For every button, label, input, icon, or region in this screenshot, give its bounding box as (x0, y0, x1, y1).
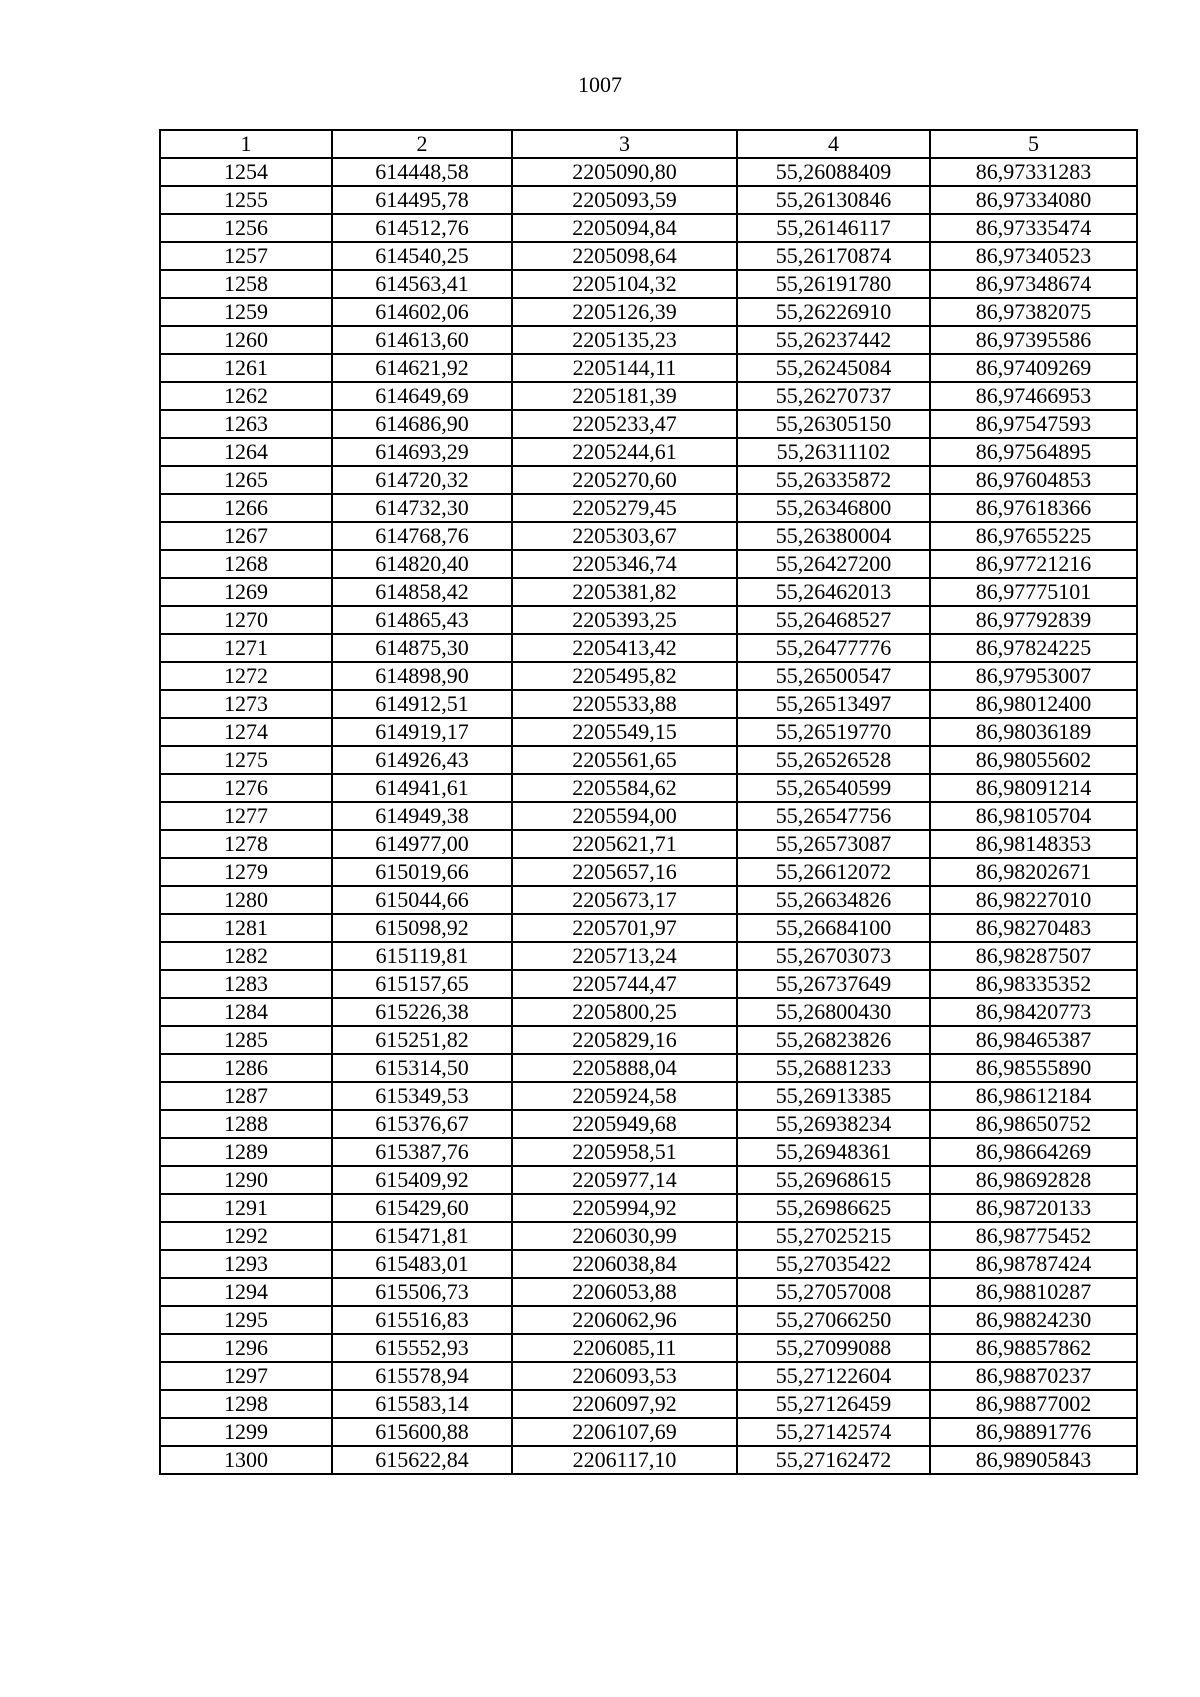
latitude-cell: 55,26468527 (737, 606, 930, 634)
point-number-cell: 1298 (160, 1390, 332, 1418)
x-coordinate-cell: 614495,78 (332, 186, 512, 214)
x-coordinate-cell: 614977,00 (332, 830, 512, 858)
table-row (160, 1362, 1137, 1390)
y-coordinate-cell: 2205888,04 (512, 1054, 737, 1082)
point-number-cell: 1268 (160, 550, 332, 578)
table-row (160, 270, 1137, 298)
x-coordinate-cell: 614926,43 (332, 746, 512, 774)
longitude-cell: 86,97792839 (930, 606, 1137, 634)
point-number-cell: 1261 (160, 354, 332, 382)
x-coordinate-cell: 614898,90 (332, 662, 512, 690)
longitude-cell: 86,97340523 (930, 242, 1137, 270)
y-coordinate-cell: 2205495,82 (512, 662, 737, 690)
y-coordinate-cell: 2205135,23 (512, 326, 737, 354)
longitude-cell: 86,97334080 (930, 186, 1137, 214)
longitude-cell: 86,98091214 (930, 774, 1137, 802)
latitude-cell: 55,26380004 (737, 522, 930, 550)
latitude-cell: 55,26703073 (737, 942, 930, 970)
table-row (160, 606, 1137, 634)
header-col-2: 2 (332, 130, 512, 158)
header-col-4: 4 (737, 130, 930, 158)
x-coordinate-cell: 615314,50 (332, 1054, 512, 1082)
point-number-cell: 1280 (160, 886, 332, 914)
latitude-cell: 55,27126459 (737, 1390, 930, 1418)
y-coordinate-cell: 2205533,88 (512, 690, 737, 718)
table-row (160, 914, 1137, 942)
x-coordinate-cell: 615516,83 (332, 1306, 512, 1334)
header-col-3: 3 (512, 130, 737, 158)
table-row (160, 1250, 1137, 1278)
y-coordinate-cell: 2206030,99 (512, 1222, 737, 1250)
point-number-cell: 1284 (160, 998, 332, 1026)
point-number-cell: 1281 (160, 914, 332, 942)
latitude-cell: 55,27066250 (737, 1306, 930, 1334)
table-row (160, 1110, 1137, 1138)
latitude-cell: 55,26226910 (737, 298, 930, 326)
point-number-cell: 1255 (160, 186, 332, 214)
longitude-cell: 86,97824225 (930, 634, 1137, 662)
latitude-cell: 55,26684100 (737, 914, 930, 942)
latitude-cell: 55,26881233 (737, 1054, 930, 1082)
latitude-cell: 55,26237442 (737, 326, 930, 354)
latitude-cell: 55,26427200 (737, 550, 930, 578)
point-number-cell: 1295 (160, 1306, 332, 1334)
point-number-cell: 1296 (160, 1334, 332, 1362)
longitude-cell: 86,97466953 (930, 382, 1137, 410)
longitude-cell: 86,97382075 (930, 298, 1137, 326)
latitude-cell: 55,26986625 (737, 1194, 930, 1222)
point-number-cell: 1270 (160, 606, 332, 634)
x-coordinate-cell: 614448,58 (332, 158, 512, 186)
x-coordinate-cell: 614919,17 (332, 718, 512, 746)
latitude-cell: 55,26948361 (737, 1138, 930, 1166)
table-row (160, 886, 1137, 914)
x-coordinate-cell: 615622,84 (332, 1446, 512, 1474)
point-number-cell: 1293 (160, 1250, 332, 1278)
longitude-cell: 86,98775452 (930, 1222, 1137, 1250)
longitude-cell: 86,98105704 (930, 802, 1137, 830)
point-number-cell: 1254 (160, 158, 332, 186)
longitude-cell: 86,98036189 (930, 718, 1137, 746)
y-coordinate-cell: 2205713,24 (512, 942, 737, 970)
latitude-cell: 55,27162472 (737, 1446, 930, 1474)
y-coordinate-cell: 2206038,84 (512, 1250, 737, 1278)
x-coordinate-cell: 615600,88 (332, 1418, 512, 1446)
y-coordinate-cell: 2205098,64 (512, 242, 737, 270)
latitude-cell: 55,26540599 (737, 774, 930, 802)
x-coordinate-cell: 615157,65 (332, 970, 512, 998)
longitude-cell: 86,98720133 (930, 1194, 1137, 1222)
y-coordinate-cell: 2205994,92 (512, 1194, 737, 1222)
y-coordinate-cell: 2205701,97 (512, 914, 737, 942)
longitude-cell: 86,98824230 (930, 1306, 1137, 1334)
table-row (160, 1222, 1137, 1250)
latitude-cell: 55,26612072 (737, 858, 930, 886)
point-number-cell: 1287 (160, 1082, 332, 1110)
latitude-cell: 55,26146117 (737, 214, 930, 242)
x-coordinate-cell: 614768,76 (332, 522, 512, 550)
y-coordinate-cell: 2205181,39 (512, 382, 737, 410)
table-row (160, 1054, 1137, 1082)
y-coordinate-cell: 2206107,69 (512, 1418, 737, 1446)
longitude-cell: 86,98857862 (930, 1334, 1137, 1362)
x-coordinate-cell: 614912,51 (332, 690, 512, 718)
x-coordinate-cell: 615483,01 (332, 1250, 512, 1278)
point-number-cell: 1289 (160, 1138, 332, 1166)
x-coordinate-cell: 614512,76 (332, 214, 512, 242)
x-coordinate-cell: 614941,61 (332, 774, 512, 802)
y-coordinate-cell: 2205594,00 (512, 802, 737, 830)
latitude-cell: 55,26519770 (737, 718, 930, 746)
longitude-cell: 86,98148353 (930, 830, 1137, 858)
x-coordinate-cell: 615251,82 (332, 1026, 512, 1054)
x-coordinate-cell: 615506,73 (332, 1278, 512, 1306)
longitude-cell: 86,98891776 (930, 1418, 1137, 1446)
table-row (160, 830, 1137, 858)
table-row (160, 298, 1137, 326)
x-coordinate-cell: 614693,29 (332, 438, 512, 466)
point-number-cell: 1291 (160, 1194, 332, 1222)
longitude-cell: 86,98905843 (930, 1446, 1137, 1474)
latitude-cell: 55,27057008 (737, 1278, 930, 1306)
latitude-cell: 55,26573087 (737, 830, 930, 858)
point-number-cell: 1277 (160, 802, 332, 830)
longitude-cell: 86,97618366 (930, 494, 1137, 522)
table-row (160, 690, 1137, 718)
y-coordinate-cell: 2205303,67 (512, 522, 737, 550)
x-coordinate-cell: 615583,14 (332, 1390, 512, 1418)
point-number-cell: 1294 (160, 1278, 332, 1306)
y-coordinate-cell: 2205126,39 (512, 298, 737, 326)
y-coordinate-cell: 2205744,47 (512, 970, 737, 998)
latitude-cell: 55,26526528 (737, 746, 930, 774)
table-row (160, 1166, 1137, 1194)
table-row (160, 1390, 1137, 1418)
point-number-cell: 1256 (160, 214, 332, 242)
longitude-cell: 86,98664269 (930, 1138, 1137, 1166)
table-row (160, 382, 1137, 410)
x-coordinate-cell: 614865,43 (332, 606, 512, 634)
x-coordinate-cell: 615552,93 (332, 1334, 512, 1362)
x-coordinate-cell: 615471,81 (332, 1222, 512, 1250)
table-row (160, 410, 1137, 438)
longitude-cell: 86,98335352 (930, 970, 1137, 998)
x-coordinate-cell: 614649,69 (332, 382, 512, 410)
table-row (160, 466, 1137, 494)
page-number: 1007 (578, 72, 622, 97)
longitude-cell: 86,98012400 (930, 690, 1137, 718)
latitude-cell: 55,27035422 (737, 1250, 930, 1278)
latitude-cell: 55,26913385 (737, 1082, 930, 1110)
header-col-1: 1 (160, 130, 332, 158)
table-row (160, 242, 1137, 270)
table-row (160, 802, 1137, 830)
x-coordinate-cell: 614602,06 (332, 298, 512, 326)
y-coordinate-cell: 2205104,32 (512, 270, 737, 298)
y-coordinate-cell: 2206085,11 (512, 1334, 737, 1362)
x-coordinate-cell: 614621,92 (332, 354, 512, 382)
latitude-cell: 55,26513497 (737, 690, 930, 718)
x-coordinate-cell: 615098,92 (332, 914, 512, 942)
table-row (160, 438, 1137, 466)
y-coordinate-cell: 2206117,10 (512, 1446, 737, 1474)
table-row (160, 970, 1137, 998)
table-row (160, 746, 1137, 774)
point-number-cell: 1276 (160, 774, 332, 802)
table-row (160, 774, 1137, 802)
longitude-cell: 86,97564895 (930, 438, 1137, 466)
y-coordinate-cell: 2205949,68 (512, 1110, 737, 1138)
latitude-cell: 55,26088409 (737, 158, 930, 186)
latitude-cell: 55,26938234 (737, 1110, 930, 1138)
point-number-cell: 1267 (160, 522, 332, 550)
x-coordinate-cell: 614686,90 (332, 410, 512, 438)
point-number-cell: 1278 (160, 830, 332, 858)
latitude-cell: 55,26311102 (737, 438, 930, 466)
longitude-cell: 86,98877002 (930, 1390, 1137, 1418)
point-number-cell: 1266 (160, 494, 332, 522)
table-row (160, 354, 1137, 382)
table-row (160, 634, 1137, 662)
y-coordinate-cell: 2205549,15 (512, 718, 737, 746)
table-row (160, 158, 1137, 186)
y-coordinate-cell: 2205657,16 (512, 858, 737, 886)
table-body (160, 158, 1137, 1474)
longitude-cell: 86,98650752 (930, 1110, 1137, 1138)
y-coordinate-cell: 2205829,16 (512, 1026, 737, 1054)
x-coordinate-cell: 614820,40 (332, 550, 512, 578)
longitude-cell: 86,97721216 (930, 550, 1137, 578)
y-coordinate-cell: 2205244,61 (512, 438, 737, 466)
point-number-cell: 1299 (160, 1418, 332, 1446)
y-coordinate-cell: 2205958,51 (512, 1138, 737, 1166)
point-number-cell: 1260 (160, 326, 332, 354)
coordinates-table (159, 129, 1138, 1475)
longitude-cell: 86,97335474 (930, 214, 1137, 242)
latitude-cell: 55,26335872 (737, 466, 930, 494)
y-coordinate-cell: 2205381,82 (512, 578, 737, 606)
table-row (160, 522, 1137, 550)
longitude-cell: 86,98870237 (930, 1362, 1137, 1390)
table-row (160, 1138, 1137, 1166)
longitude-cell: 86,98787424 (930, 1250, 1137, 1278)
table-row (160, 1194, 1137, 1222)
longitude-cell: 86,97547593 (930, 410, 1137, 438)
x-coordinate-cell: 615226,38 (332, 998, 512, 1026)
table-row (160, 326, 1137, 354)
y-coordinate-cell: 2205584,62 (512, 774, 737, 802)
x-coordinate-cell: 614540,25 (332, 242, 512, 270)
y-coordinate-cell: 2205977,14 (512, 1166, 737, 1194)
point-number-cell: 1297 (160, 1362, 332, 1390)
longitude-cell: 86,97409269 (930, 354, 1137, 382)
x-coordinate-cell: 615044,66 (332, 886, 512, 914)
longitude-cell: 86,97775101 (930, 578, 1137, 606)
table-row (160, 1026, 1137, 1054)
point-number-cell: 1262 (160, 382, 332, 410)
x-coordinate-cell: 614720,32 (332, 466, 512, 494)
table-row (160, 578, 1137, 606)
table-row (160, 1446, 1137, 1474)
point-number-cell: 1288 (160, 1110, 332, 1138)
y-coordinate-cell: 2205561,65 (512, 746, 737, 774)
latitude-cell: 55,27122604 (737, 1362, 930, 1390)
x-coordinate-cell: 615019,66 (332, 858, 512, 886)
y-coordinate-cell: 2206053,88 (512, 1278, 737, 1306)
table-row (160, 214, 1137, 242)
x-coordinate-cell: 615409,92 (332, 1166, 512, 1194)
latitude-cell: 55,26500547 (737, 662, 930, 690)
latitude-cell: 55,26130846 (737, 186, 930, 214)
table-row (160, 1278, 1137, 1306)
table-row (160, 998, 1137, 1026)
x-coordinate-cell: 614875,30 (332, 634, 512, 662)
longitude-cell: 86,97348674 (930, 270, 1137, 298)
latitude-cell: 55,26346800 (737, 494, 930, 522)
longitude-cell: 86,98465387 (930, 1026, 1137, 1054)
point-number-cell: 1273 (160, 690, 332, 718)
table-row (160, 1418, 1137, 1446)
y-coordinate-cell: 2205279,45 (512, 494, 737, 522)
longitude-cell: 86,98055602 (930, 746, 1137, 774)
table-row (160, 662, 1137, 690)
point-number-cell: 1283 (160, 970, 332, 998)
x-coordinate-cell: 615387,76 (332, 1138, 512, 1166)
point-number-cell: 1292 (160, 1222, 332, 1250)
table-row (160, 1082, 1137, 1110)
table-row (160, 494, 1137, 522)
y-coordinate-cell: 2205621,71 (512, 830, 737, 858)
y-coordinate-cell: 2206097,92 (512, 1390, 737, 1418)
point-number-cell: 1300 (160, 1446, 332, 1474)
latitude-cell: 55,26823826 (737, 1026, 930, 1054)
latitude-cell: 55,27099088 (737, 1334, 930, 1362)
latitude-cell: 55,26462013 (737, 578, 930, 606)
y-coordinate-cell: 2206093,53 (512, 1362, 737, 1390)
point-number-cell: 1282 (160, 942, 332, 970)
point-number-cell: 1263 (160, 410, 332, 438)
y-coordinate-cell: 2205393,25 (512, 606, 737, 634)
x-coordinate-cell: 614949,38 (332, 802, 512, 830)
table-row (160, 942, 1137, 970)
latitude-cell: 55,27025215 (737, 1222, 930, 1250)
latitude-cell: 55,26737649 (737, 970, 930, 998)
table-row (160, 550, 1137, 578)
header-row (160, 130, 1137, 158)
y-coordinate-cell: 2205090,80 (512, 158, 737, 186)
latitude-cell: 55,26170874 (737, 242, 930, 270)
latitude-cell: 55,26270737 (737, 382, 930, 410)
point-number-cell: 1290 (160, 1166, 332, 1194)
longitude-cell: 86,97395586 (930, 326, 1137, 354)
point-number-cell: 1274 (160, 718, 332, 746)
x-coordinate-cell: 615578,94 (332, 1362, 512, 1390)
y-coordinate-cell: 2205413,42 (512, 634, 737, 662)
y-coordinate-cell: 2205093,59 (512, 186, 737, 214)
point-number-cell: 1257 (160, 242, 332, 270)
x-coordinate-cell: 615429,60 (332, 1194, 512, 1222)
header-col-5: 5 (930, 130, 1137, 158)
longitude-cell: 86,98692828 (930, 1166, 1137, 1194)
point-number-cell: 1275 (160, 746, 332, 774)
point-number-cell: 1286 (160, 1054, 332, 1082)
y-coordinate-cell: 2205094,84 (512, 214, 737, 242)
x-coordinate-cell: 614858,42 (332, 578, 512, 606)
y-coordinate-cell: 2205233,47 (512, 410, 737, 438)
longitude-cell: 86,97604853 (930, 466, 1137, 494)
y-coordinate-cell: 2205144,11 (512, 354, 737, 382)
point-number-cell: 1271 (160, 634, 332, 662)
table-row (160, 186, 1137, 214)
longitude-cell: 86,98270483 (930, 914, 1137, 942)
point-number-cell: 1265 (160, 466, 332, 494)
y-coordinate-cell: 2205346,74 (512, 550, 737, 578)
x-coordinate-cell: 614613,60 (332, 326, 512, 354)
table-row (160, 858, 1137, 886)
y-coordinate-cell: 2206062,96 (512, 1306, 737, 1334)
longitude-cell: 86,98555890 (930, 1054, 1137, 1082)
point-number-cell: 1269 (160, 578, 332, 606)
latitude-cell: 55,26547756 (737, 802, 930, 830)
x-coordinate-cell: 615376,67 (332, 1110, 512, 1138)
y-coordinate-cell: 2205673,17 (512, 886, 737, 914)
latitude-cell: 55,26800430 (737, 998, 930, 1026)
latitude-cell: 55,26191780 (737, 270, 930, 298)
table-header (160, 130, 1137, 158)
latitude-cell: 55,26634826 (737, 886, 930, 914)
longitude-cell: 86,97655225 (930, 522, 1137, 550)
longitude-cell: 86,98420773 (930, 998, 1137, 1026)
point-number-cell: 1259 (160, 298, 332, 326)
table-row (160, 718, 1137, 746)
point-number-cell: 1279 (160, 858, 332, 886)
x-coordinate-cell: 614732,30 (332, 494, 512, 522)
x-coordinate-cell: 615119,81 (332, 942, 512, 970)
longitude-cell: 86,97331283 (930, 158, 1137, 186)
x-coordinate-cell: 615349,53 (332, 1082, 512, 1110)
longitude-cell: 86,98810287 (930, 1278, 1137, 1306)
table-row (160, 1306, 1137, 1334)
longitude-cell: 86,98202671 (930, 858, 1137, 886)
point-number-cell: 1272 (160, 662, 332, 690)
longitude-cell: 86,98287507 (930, 942, 1137, 970)
point-number-cell: 1258 (160, 270, 332, 298)
point-number-cell: 1285 (160, 1026, 332, 1054)
longitude-cell: 86,98227010 (930, 886, 1137, 914)
latitude-cell: 55,26245084 (737, 354, 930, 382)
point-number-cell: 1264 (160, 438, 332, 466)
latitude-cell: 55,26477776 (737, 634, 930, 662)
longitude-cell: 86,97953007 (930, 662, 1137, 690)
latitude-cell: 55,26305150 (737, 410, 930, 438)
longitude-cell: 86,98612184 (930, 1082, 1137, 1110)
y-coordinate-cell: 2205270,60 (512, 466, 737, 494)
y-coordinate-cell: 2205800,25 (512, 998, 737, 1026)
table-row (160, 1334, 1137, 1362)
latitude-cell: 55,26968615 (737, 1166, 930, 1194)
y-coordinate-cell: 2205924,58 (512, 1082, 737, 1110)
latitude-cell: 55,27142574 (737, 1418, 930, 1446)
x-coordinate-cell: 614563,41 (332, 270, 512, 298)
